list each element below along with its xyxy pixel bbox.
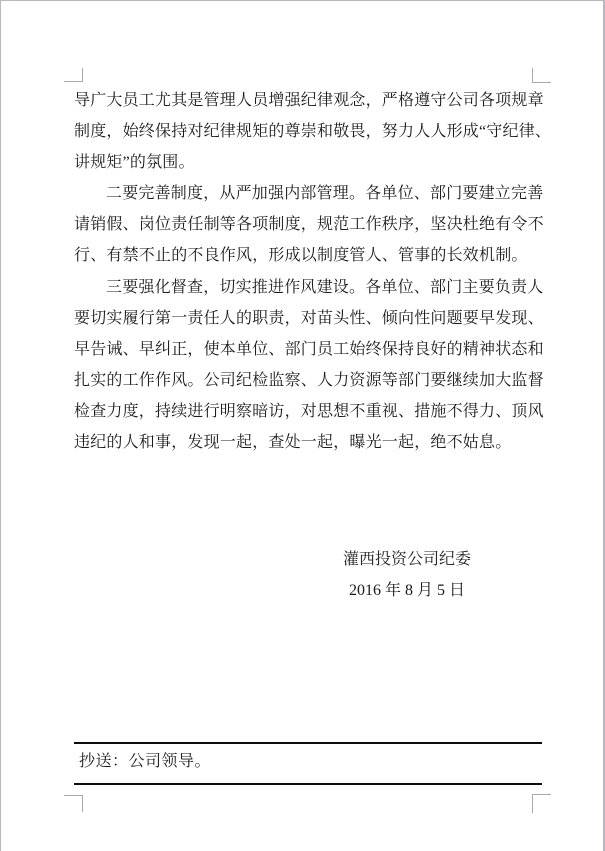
- body-p3-line2: 要切实履行第一责任人的职责，对苗头性、倾向性问题要早发现、: [74, 309, 544, 327]
- cc-line: 抄送：公司领导。: [79, 753, 212, 770]
- signature-org: 灌西投资公司纪委: [342, 551, 471, 568]
- crop-mark-bottom-left: [64, 795, 83, 812]
- crop-mark-top-right: [532, 68, 551, 83]
- body-p2-line2: 请销假、岗位责任制等各项制度，规范工作秩序，坚决杜绝有令不: [74, 216, 544, 234]
- crop-mark-top-left: [64, 68, 83, 82]
- body-p3-line4: 扎实的工作作风。公司纪检监察、人力资源等部门要继续加大监督: [74, 371, 544, 389]
- cc-divider-bottom: [74, 783, 542, 785]
- body-p2-line1: 二要完善制度，从严加强内部管理。各单位、部门要建立完善: [106, 185, 544, 203]
- cc-divider-top: [74, 742, 542, 744]
- crop-mark-bottom-right: [532, 794, 551, 813]
- document-body: [74, 85, 552, 458]
- signature-block: [307, 544, 507, 606]
- body-p1-line1: 导广大员工尤其是管理人员增强纪律观念，严格遵守公司各项规章: [74, 92, 544, 109]
- body-p3-line3: 早告诫、早纠正，使本单位、部门员工始终保持良好的精神状态和: [74, 340, 544, 358]
- body-p3-line5: 检查力度，持续进行明察暗访，对思想不重视、措施不得力、顶风: [74, 402, 544, 420]
- body-p3-line6: 违纪的人和事，发现一起，查处一起，曝光一起，绝不姑息。: [74, 434, 512, 452]
- signature-date: 2016 年 8 月 5 日: [348, 582, 465, 600]
- body-p3-line1: 三要强化督查，切实推进作风建设。各单位、部门主要负责人: [106, 278, 544, 296]
- body-p2-line3: 行、有禁不止的不良作风，形成以制度管人、管事的长效机制。: [74, 247, 528, 265]
- body-p1-line2: 制度，始终保持对纪律规矩的尊崇和敬畏，努力人人形成“守纪律、: [74, 123, 552, 141]
- body-p1-line3: 讲规矩”的氛围。: [74, 154, 195, 172]
